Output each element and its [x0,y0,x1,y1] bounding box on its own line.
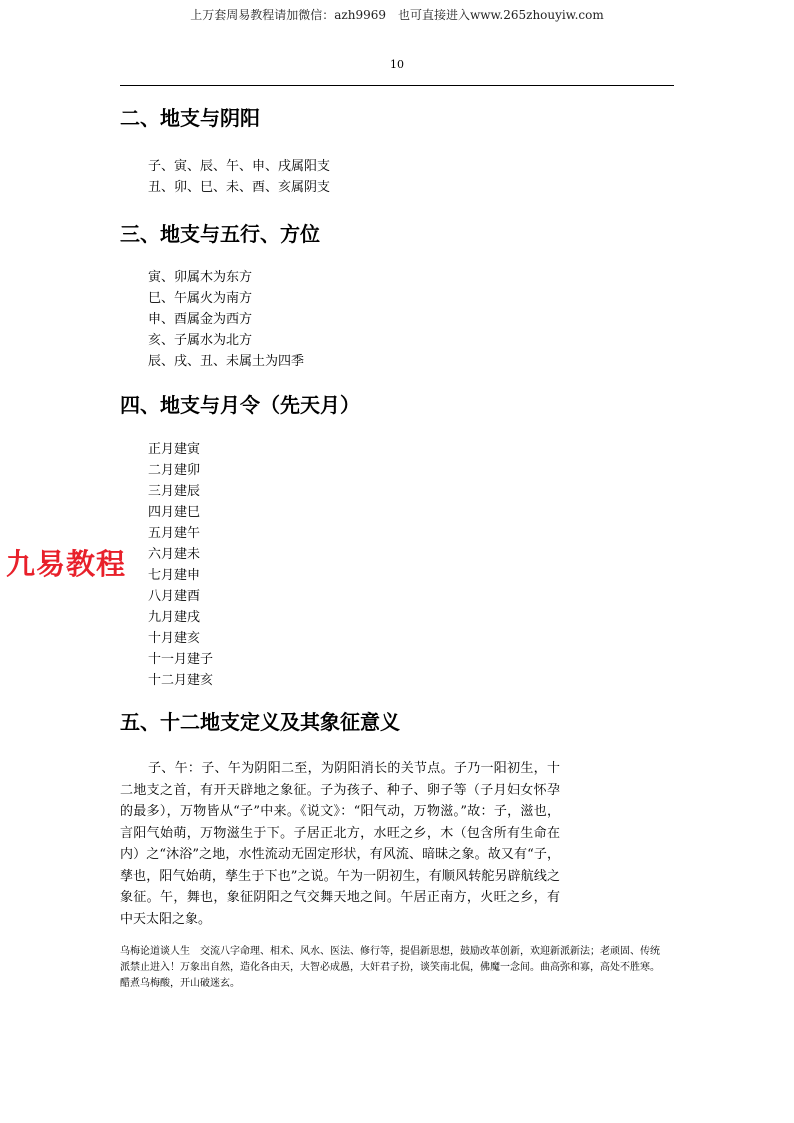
list-item: 十一月建子 [148,652,214,667]
top-banner: 上万套周易教程请加微信：azh9969 也可直接进入www.265zhouyiw.com [190,8,604,22]
wuxing-list [148,267,680,372]
list-item: 申、酉属金为西方 [148,312,253,327]
page-content [120,100,680,1002]
section-title-wuxing: 三、地支与五行、方位 [120,222,320,246]
section-title-yinyang: 二、地支与阴阳 [120,106,260,130]
list-item: 三月建辰 [148,484,201,499]
body-paragraph: 子、午：子、午为阴阳二至，为阴阳消长的关节点。子乃一阳初生，十二地支之首，有开天辟地之象征。子为孩子、种子、卵子等（子月妇女怀孕的最多），万物皆从“子”中来。《说文》：“阳气动，万物滋。”故：子，滋也，言阳气始萌，万物滋生于下。子居正北方，水旺之乡，木（包含所有生命在内）之“沐浴”之地，水性流动无固定形状，有风流、暗昧之象。故又有“子，孳也，阳气始萌，孳生于下也”之说。午为一阴初生，有顺风转舵另辟航线之象征。午，舞也，象征阴阳之气交舞天地之间。午居正南方，火旺之乡，有中天太阳之象。 [120,761,560,927]
list-item: 七月建申 [148,568,201,583]
header-rule [120,85,674,86]
list-item: 八月建酉 [148,589,201,604]
section-title-dizhi-meaning: 五、十二地支定义及其象征意义 [120,710,400,734]
page-number: 10 [390,58,404,71]
list-item: 辰、戌、丑、未属土为四季 [148,354,305,369]
list-item: 四月建巳 [148,505,201,520]
list-item: 九月建戌 [148,610,201,625]
list-item: 子、寅、辰、午、申、戌属阳支 [148,159,331,174]
footer-note: 乌梅论道谈人生 交流八字命理、相术、风水、医法、修行等，提倡新思想，鼓励改革创新，欢迎新派新法；老顽固、传统派禁止进入！万象出自然，造化各由天，大智必成愚，大奸君子扮，谈笑南北侃，佛魔一念间。曲高弥和寡，高处不胜寒。醋煮乌梅酸，开山破迷玄。 [120,946,660,989]
list-item: 正月建寅 [148,442,201,457]
list-item: 巳、午属火为南方 [148,291,253,306]
list-item: 二月建卯 [148,463,201,478]
list-item: 丑、卯、巳、未、酉、亥属阴支 [148,180,331,195]
yueling-list [148,439,680,691]
section-title-yueling: 四、地支与月令（先天月） [120,393,360,417]
list-item: 六月建未 [148,547,201,562]
list-item: 十月建亥 [148,631,201,646]
list-item: 亥、子属水为北方 [148,333,253,348]
list-item: 五月建午 [148,526,201,541]
list-item: 十二月建亥 [148,673,214,688]
yinyang-list [148,156,680,198]
watermark-logo: 九易教程 [6,547,127,581]
list-item: 寅、卯属木为东方 [148,270,253,285]
